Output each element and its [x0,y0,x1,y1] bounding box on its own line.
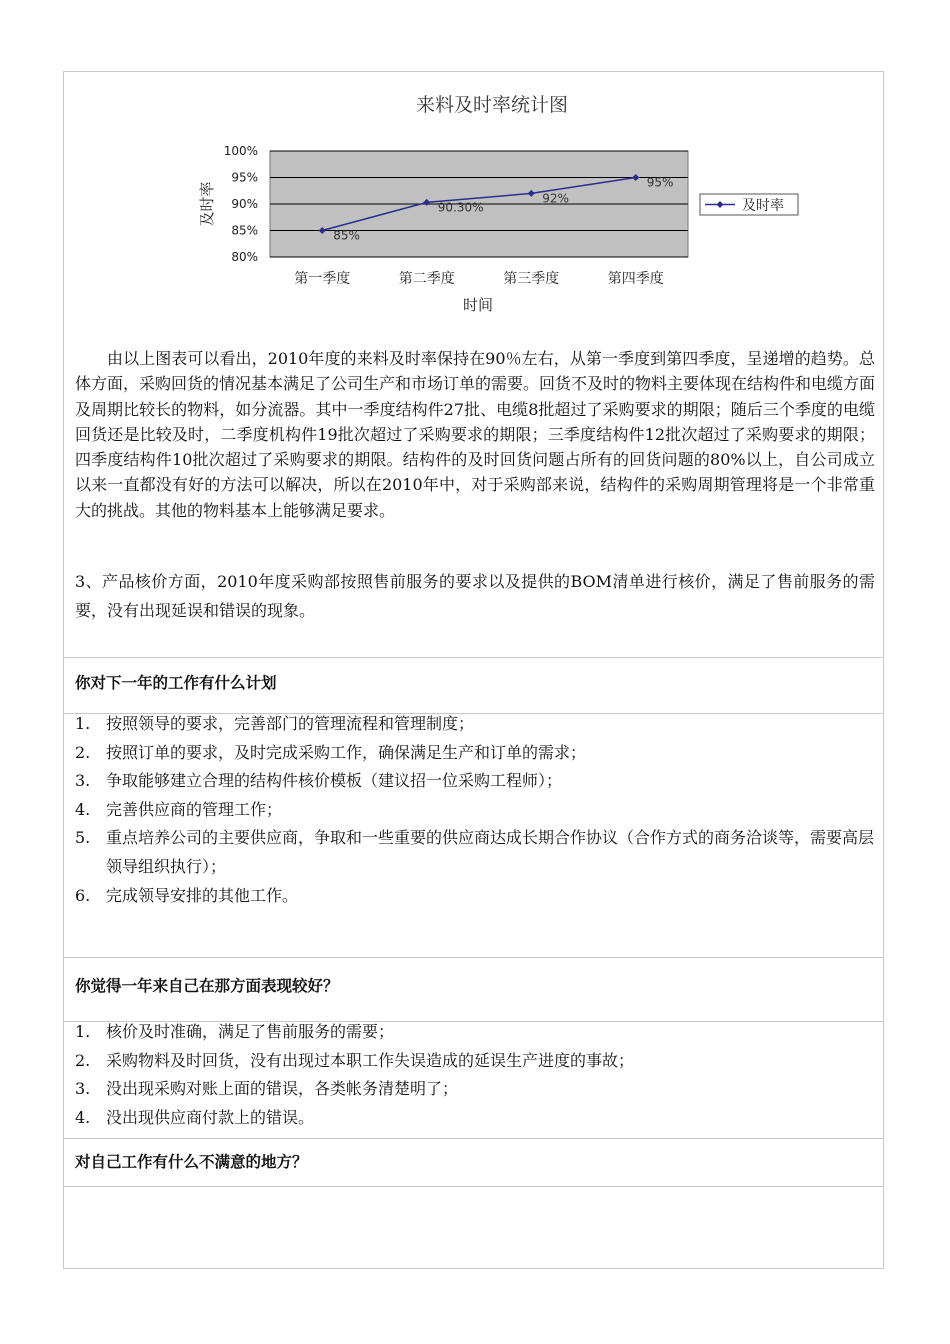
list-item-number: 3. [75,771,91,791]
data-label: 90.30% [437,200,484,215]
y-tick-label: 95% [231,170,258,185]
divider [63,957,884,958]
list-item [75,882,875,911]
list-item-text: 没出现采购对账上面的错误，各类帐务清楚明了； [106,1079,459,1099]
data-label: 85% [333,228,360,243]
legend [700,194,798,215]
dissatisfaction-heading: 对自己工作有什么不满意的地方？ [75,1153,308,1171]
list-item [75,796,875,825]
pricing-paragraph: 3、产品核价方面，2010年度采购部按照售前服务的要求以及提供的BOM清单进行核价，满足了售前服务的需要，没有出现延误和错误的现象。 [75,572,875,620]
data-label: 92% [542,191,569,206]
list-item-text: 采购物料及时回货，没有出现过本职工作失误造成的延误生产进度的事故； [106,1050,635,1070]
list-item [75,739,875,768]
x-tick-labels [294,270,664,287]
list-item-number: 4. [75,799,91,819]
list-item-text: 争取能够建立合理的结构件核价模板（建议招一位采购工程师）； [106,771,563,791]
list-item-number: 2. [75,1050,91,1070]
divider [63,657,884,658]
list-item [75,1018,875,1047]
list-item-number: 6. [75,885,91,905]
list-item [75,1075,875,1104]
analysis-paragraph: 由以上图表可以看出，2010年度的来料及时率保持在90％左右，从第一季度到第四季度，呈递增的趋势。总体方面，采购回货的情况基本满足了公司生产和市场订单的需要。回货不及时的物料主要体现在结构件和电缆方面及周期比较长的物料，如分流器。其中一季度结构件27批、电缆8批超过了采购要求的期限；随后三个季度的电缆回货还是比较及时，二季度机构件19批次超过了采购要求的期限；三季度结构件12批次超过了采购要求的期限；四季度结构件10批次超过了采购要求的期限。结构件的及时回货问题占所有的回货问题的80%以上，自公司成立以来一直都没有好的方法可以解决，所以在2010年中，对于采购部来说，结构件的采购周期管理将是一个非常重大的挑战。其他的物料基本上能够满足要求。 [75,349,876,520]
list-item [75,1047,875,1076]
list-item-number: 3. [75,1079,91,1099]
list-item [75,824,875,881]
list-item-text: 没出现供应商付款上的错误。 [106,1107,315,1127]
list-item-number: 1. [75,714,91,733]
y-tick-label: 80% [231,250,258,264]
x-tick-label: 第二季度 [398,271,455,287]
strengths-list [75,1018,875,1132]
y-tick-label: 85% [231,223,258,238]
timeliness-chart [190,86,810,318]
x-axis-label: 时间 [462,296,494,314]
divider [63,1186,884,1187]
list-item-number: 5. [75,828,91,848]
list-item-text: 按照领导的要求，完善部门的管理流程和管理制度； [106,714,475,733]
list-item-text: 完成领导安排的其他工作。 [106,885,299,905]
data-label: 95% [646,175,674,190]
strengths-heading: 你觉得一年来自己在那方面表现较好？ [75,977,339,995]
legend-label: 及时率 [742,198,784,214]
list-item-text: 按照订单的要求，及时完成采购工作，确保满足生产和订单的需求； [106,742,587,762]
plan-heading: 你对下一年的工作有什么计划 [75,674,277,692]
list-item [75,710,875,739]
list-item-text: 完善供应商的管理工作； [106,799,283,819]
divider [63,1138,884,1139]
list-item [75,767,875,796]
chart-title: 来料及时率统计图 [415,94,569,116]
x-tick-label: 第四季度 [607,271,664,287]
list-item-text: 重点培养公司的主要供应商，争取和一些重要的供应商达成长期合作协议（合作方式的商务洽谈等，需要高层领导组织执行）； [106,828,875,876]
y-tick-label: 90% [231,197,258,211]
list-item-number: 1. [75,1022,91,1041]
list-item-number: 4. [75,1107,91,1127]
list-item-text: 核价及时准确，满足了售前服务的需要； [106,1022,395,1041]
y-tick-labels [224,144,258,264]
list-item-number: 2. [75,742,91,762]
plan-list [75,710,875,910]
list-item [75,1104,875,1133]
x-tick-label: 第三季度 [503,271,560,287]
x-tick-label: 第一季度 [294,271,351,287]
y-axis-label: 及时率 [198,181,216,227]
y-tick-label: 100% [223,144,258,158]
